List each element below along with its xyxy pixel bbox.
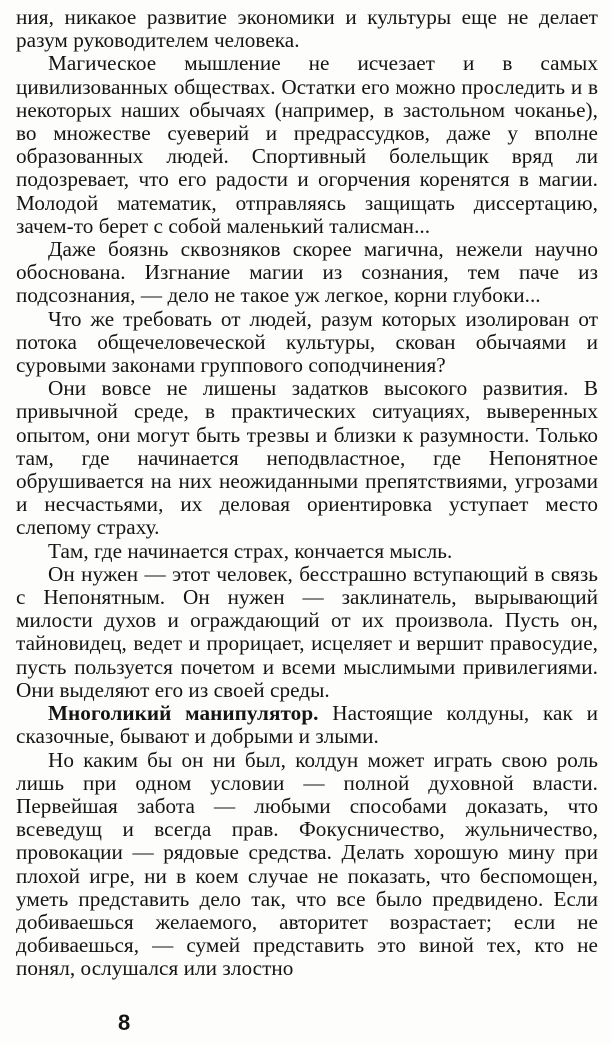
paragraph-text: Настоящие колдуны, как и сказочные, бывают и добрыми и злыми. [16, 701, 598, 749]
body-text [16, 6, 598, 981]
paragraph: Но каким бы он ни был, колдун может играть свою роль лишь при одном условии — полной духовной власти. Первейшая забота — любыми способами доказать, что всеведущ и всегда прав. Фокусничество, жульничество, провокации — рядовые средства. Делать хорошую мину при плохой игре, ни в коем случае не показать, что беспомощен, уметь представить дело так, что все было предвидено. Если добиваешься желаемого, авторитет возрастает; если не добиваешься, — сумей представить это виной тех, кто не понял, ослушался или злостно [16, 747, 598, 981]
section-heading: Многоликий манипулятор. [48, 701, 319, 726]
paragraph: Магическое мышление не исчезает и в самых цивилизованных обществах. Остатки его можно проследить и в некоторых наших обычаях (например, в застольном чоканье), во множестве суеверий и предрассудков, даже у вполне образованных людей. Спортивный болельщик вряд ли подозревает, что его радости и огорчения коренятся в магии. Молодой математик, отправляясь защищать диссертацию, зачем-то берет с собой маленький талисман... [16, 51, 598, 238]
paragraph: Они вовсе не лишены задатков высокого развития. В привычной среде, в практических ситуациях, выверенных опытом, они могут быть трезвы и близки к разумности. Только там, где начинается неподвластное, где Непонятное обрушивается на них неожиданными препятствиями, угрозами и несчастьями, их деловая ориентировка уступает место слепому страху. [16, 376, 598, 540]
paragraph: ния, никакое развитие экономики и культуры еще не делает разум руководителем человека. [16, 5, 598, 53]
page-number: 8 [118, 1010, 131, 1035]
paragraph-with-run-in-heading [16, 702, 598, 748]
paragraph: Он нужен — этот человек, бесстрашно вступающий в связь с Непонятным. Он нужен — заклинатель, вырывающий милости духов и ограждающий от их произвола. Пусть он, тайновидец, ведет и прорицает, исцеляет и вершит правосудие, пусть пользуется почетом и всеми мыслимыми привилегиями. Они выделяют его из своей среды. [16, 561, 598, 702]
paragraph: Что же требовать от людей, разум которых изолирован от потока общечеловеческой культуры, скован обычаями и суровыми законами группового соподчинения? [16, 306, 598, 378]
paragraph: Там, где начинается страх, кончается мысль. [48, 538, 453, 563]
paragraph: Даже боязнь сквозняков скорее магична, нежели научно обоснована. Изгнание магии из сознания, тем паче из подсознания, — дело не такое уж легкое, корни глубоки... [16, 237, 598, 308]
